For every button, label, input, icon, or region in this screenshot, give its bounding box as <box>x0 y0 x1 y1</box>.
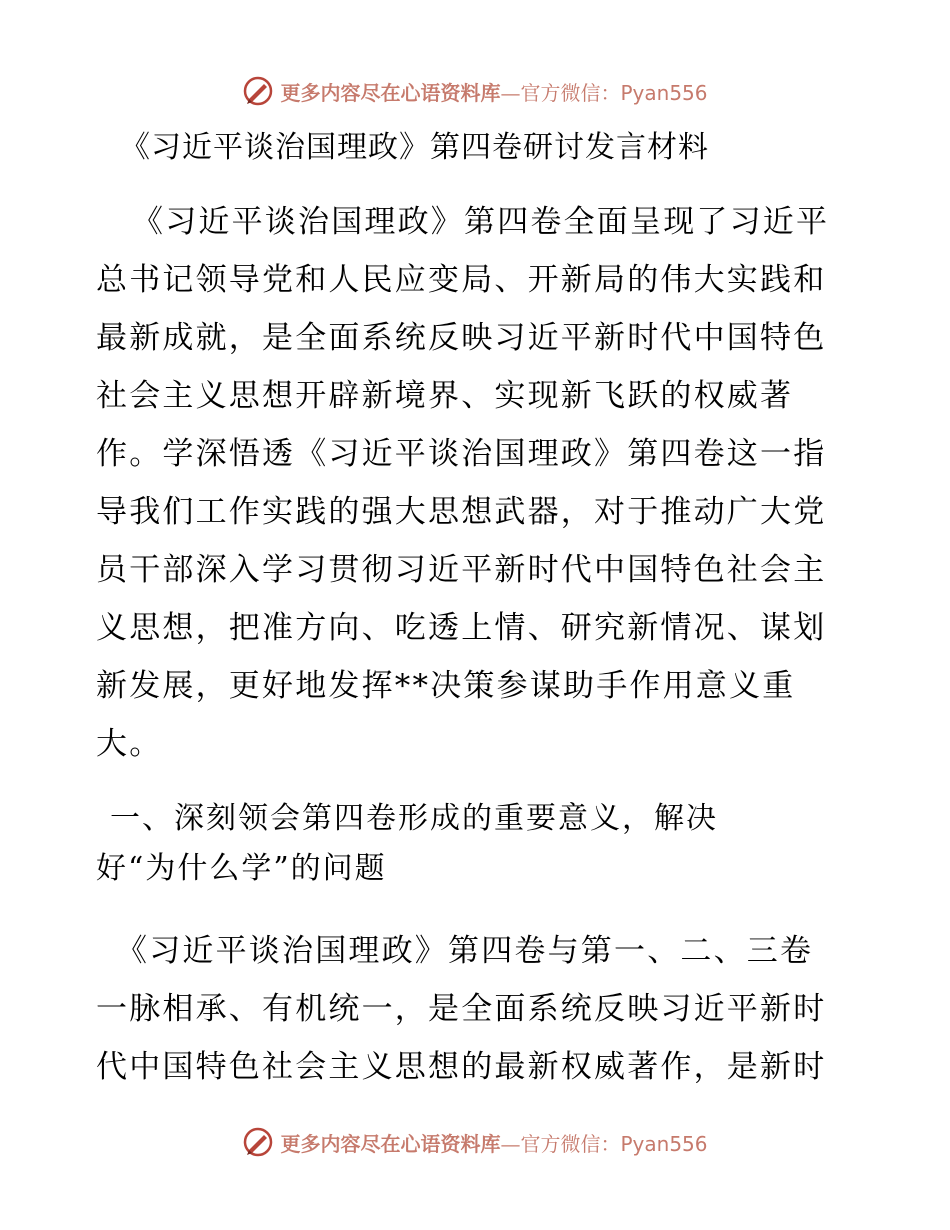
heading-line: 好“为什么学”的问题 <box>96 851 387 886</box>
pen-logo-icon <box>242 75 274 107</box>
text-line: 大。 <box>96 726 163 762</box>
paragraph-1 <box>96 193 872 773</box>
text-line: 代中国特色社会主义思想的最新权威著作，是新时 <box>96 1049 827 1085</box>
text-line: 新发展，更好地发挥**决策参谋助手作用意义重 <box>96 668 796 704</box>
paragraph-2 <box>96 922 872 1096</box>
header-banner <box>0 71 950 111</box>
banner-label: 官方微信： <box>520 80 621 105</box>
pen-logo-icon <box>242 1126 274 1158</box>
banner-wechat-id: Pyan556 <box>620 80 708 105</box>
banner-brand: 更多内容尽在心语资料库 <box>280 80 501 105</box>
banner-text <box>280 77 707 106</box>
text-line: 导我们工作实践的强大思想武器，对于推动广大党 <box>96 494 827 530</box>
section-heading-1 <box>96 794 856 894</box>
text-line: 《习近平谈治国理政》第四卷与第一、二、三卷 <box>116 933 814 969</box>
banner-wechat-id: Pyan556 <box>620 1131 708 1156</box>
heading-line: 一、深刻领会第四卷形成的重要意义，解决 <box>110 801 718 836</box>
text-line: 一脉相承、有机统一，是全面系统反映习近平新时 <box>96 991 827 1027</box>
banner-separator: — <box>500 1131 521 1156</box>
banner-separator: — <box>500 80 521 105</box>
banner-label: 官方微信： <box>520 1131 621 1156</box>
text-line: 员干部深入学习贯彻习近平新时代中国特色社会主 <box>96 552 827 588</box>
footer-banner <box>0 1122 950 1162</box>
banner-text <box>280 1128 707 1157</box>
document-title: 《习近平谈治国理政》第四卷研讨发言材料 <box>120 130 709 165</box>
text-line: 总书记领导党和人民应变局、开新局的伟大实践和 <box>96 262 827 298</box>
text-line: 义思想，把准方向、吃透上情、研究新情况、谋划 <box>96 610 827 646</box>
text-line: 社会主义思想开辟新境界、实现新飞跃的权威著 <box>96 378 794 414</box>
text-line: 最新成就，是全面系统反映习近平新时代中国特色 <box>96 320 827 356</box>
banner-brand: 更多内容尽在心语资料库 <box>280 1131 501 1156</box>
text-line: 作。学深悟透《习近平谈治国理政》第四卷这一指 <box>96 436 827 472</box>
text-line: 《习近平谈治国理政》第四卷全面呈现了习近平 <box>132 204 830 240</box>
